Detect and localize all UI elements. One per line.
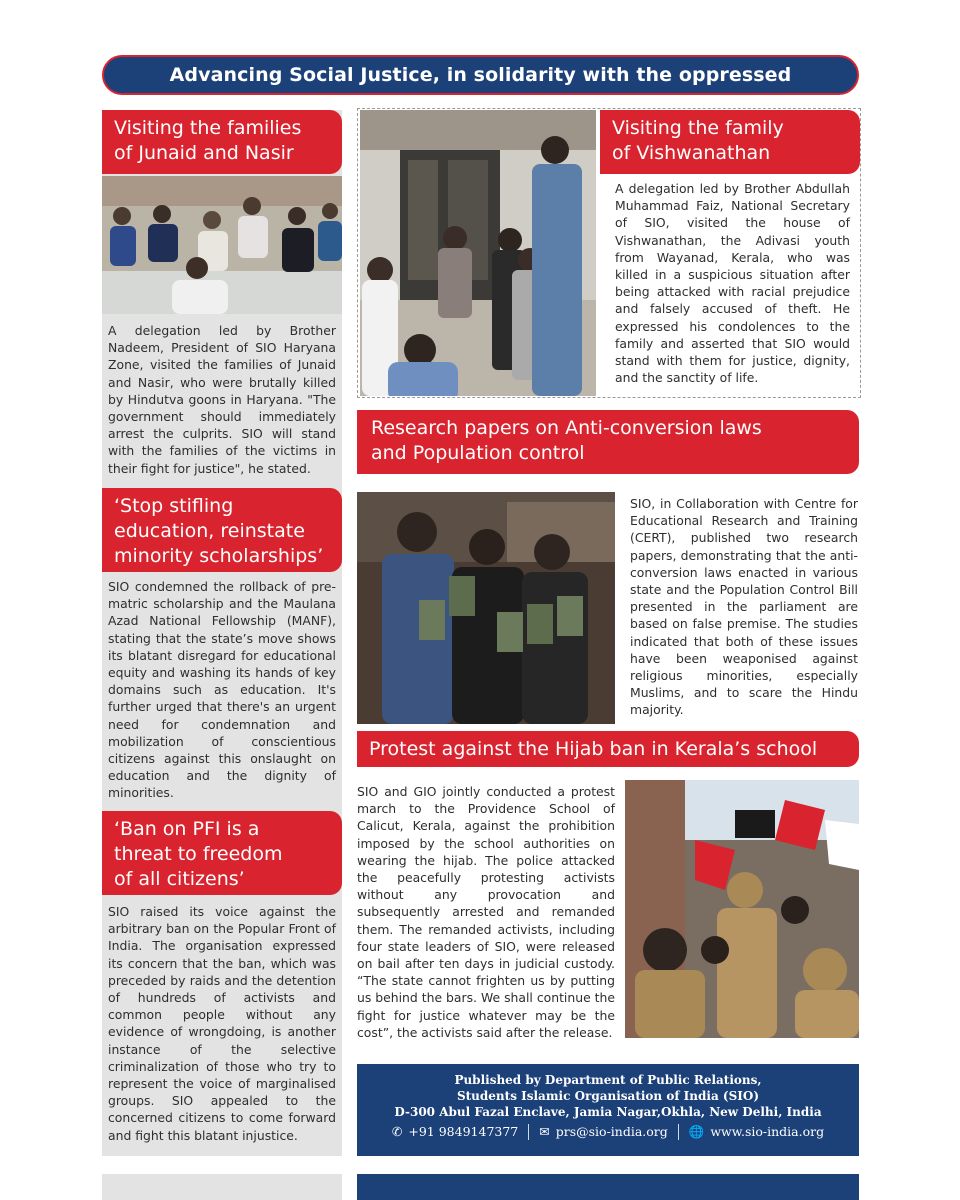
scholarship-body: SIO condemned the rollback of pre-matric scholarship and the Maulana Azad National Fellowship (MANF), stating that the state’s move shows its blatant disregard for educational equity and washing its hands of key domains such as education. It's further urged that there's an urgent need for condemnation and mobilization of conscientious citizens against this onslaught on education and the dignity of minorities. [108,579,336,801]
research-body: SIO, in Collaboration with Centre for Educational Research and Training (CERT), published two research papers, demonstrating that the anti-conversion laws enacted in various state and the Population Control Bill presented in the parliament are based on false premise. The studies indicated that both of these issues have been weaponised against religious minorities, especially Muslims, and to scare the Hindu majority. [630,496,858,718]
hijab-body: SIO and GIO jointly conducted a protest march to the Providence School of Calicut, Kerala, against the prohibition imposed by the school authorities on wearing the hijab. The police attacked the peacefully protesting activists without any provocation and subsequently arrested and remanded them. The remanded activists, including four state leaders of SIO, were released on bail after ten days in judicial custody. “The state cannot frighten us by putting us behind the bars. We shall continue the fight for justice whatever may be the cost”, the activists said after the release. [357,784,615,1040]
scholarship-heading: ‘Stop stifling education, reinstate minority scholarships’ [102,488,342,572]
page-banner: Advancing Social Justice, in solidarity with the oppressed [102,55,859,95]
junaid-heading: Visiting the families of Junaid and Nasir [102,110,342,174]
footer-email[interactable]: prs@sio-india.org [555,1124,668,1139]
next-page-right-stub [357,1174,859,1200]
footer-address: D-300 Abul Fazal Enclave, Jamia Nagar,Okhla, New Delhi, India [394,1105,822,1119]
footer-web[interactable]: www.sio-india.org [710,1124,825,1139]
globe-icon: 🌐 [688,1124,705,1139]
contact-separator [678,1124,679,1140]
junaid-photo [102,176,342,314]
footer-phone: +91 9849147377 [408,1124,519,1139]
junaid-body: A delegation led by Brother Nadeem, President of SIO Haryana Zone, visited the families of Junaid and Nasir, who were brutally killed by Hindutva goons in Haryana. "The government should immediately arrest the culprits. SIO will stand with the families of the victims in their fight for justice", he stated. [108,323,336,476]
publisher-footer [357,1064,859,1156]
pfi-heading: ‘Ban on PFI is a threat to freedom of all citizens’ [102,811,342,895]
pfi-body: SIO raised its voice against the arbitrary ban on the Popular Front of India. The organisation expressed its concern that the ban, which was preceded by raids and the detention of hundreds of activists and common people without any evidence of wrongdoing, is another instance of the selective criminalization of those who try to represent the voice of marginalised groups. SIO appealed to the concerned citizens to come forward and fight this blatant injustice. [108,904,336,1143]
vishwanathan-photo [360,110,596,396]
phone-icon: ✆ [391,1124,403,1139]
vishwanathan-body: A delegation led by Brother Abdullah Muhammad Faiz, National Secretary of SIO, visited the house of Vishwanathan, the Adivasi youth from Wayanad, Kerala, who was killed in a suspicious situation after being attacked with racial prejudice and falsely accused of theft. He expressed his condolences to the family and asserted that SIO would stand with them for justice, dignity, and the sanctity of life. [615,181,850,386]
hijab-photo [625,780,859,1038]
vishwanathan-heading: Visiting the family of Vishwanathan [600,110,860,174]
research-photo [357,492,615,724]
mail-icon: ✉ [539,1124,550,1139]
next-page-left-stub [102,1174,342,1200]
footer-contacts [357,1124,859,1140]
hijab-heading: Protest against the Hijab ban in Kerala’s school [357,731,859,767]
contact-separator [528,1124,529,1140]
footer-line-1: Published by Department of Public Relations, [454,1073,762,1087]
research-heading: Research papers on Anti-conversion laws and Population control [357,410,859,474]
footer-line-2: Students Islamic Organisation of India (SIO) [456,1089,760,1103]
